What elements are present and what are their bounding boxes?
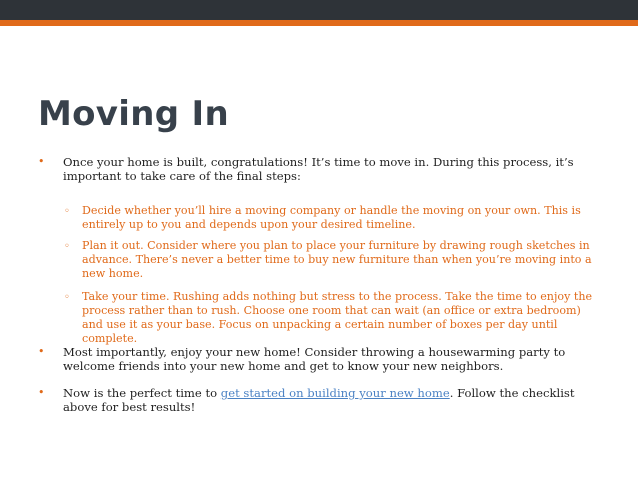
- bullet-marker: •: [38, 155, 45, 168]
- build-home-link[interactable]: get started on building your new home: [220, 386, 450, 400]
- top-accent-bar: [0, 20, 638, 26]
- subbullet-3-text: Take your time. Rushing adds nothing but stress to the process. Take the time to enjoy the process rather than to rush. Choose one room that can wait (an office or extra bedroom) and use it as your base. Focus on unpacking a certain number of boxes per day until complete.: [82, 290, 593, 345]
- subbullet-marker: ◦: [64, 241, 70, 252]
- subbullet-marker: ◦: [64, 206, 70, 217]
- bullet-marker: •: [38, 345, 45, 358]
- top-dark-bar: [0, 0, 638, 20]
- bullet-1-text: Once your home is built, congratulations! It’s time to move in. During this process, it’s important to take care of the final steps:: [63, 155, 574, 183]
- subbullet-2-text: Plan it out. Consider where you plan to place your furniture by drawing rough sketches in advance. There’s never a better time to buy new furniture than when you’re moving into a new home.: [82, 239, 592, 280]
- subbullet-1-text: Decide whether you’ll hire a moving company or handle the moving on your own. This is entirely up to you and depends upon your desired timeline.: [82, 204, 581, 231]
- subbullet-marker: ◦: [64, 292, 70, 303]
- bullet-3-text-before: Now is the perfect time to: [63, 386, 221, 400]
- bullet-marker: •: [38, 386, 45, 399]
- bullet-2-text: Most importantly, enjoy your new home! Consider throwing a housewarming party to welcome friends into your new home and get to know your new neighbors.: [63, 345, 566, 373]
- bullet-3-text: [63, 386, 603, 414]
- bullet-3-text-after: . Follow the checklist above for best results!: [63, 386, 575, 414]
- slide-title: Moving In: [38, 94, 229, 134]
